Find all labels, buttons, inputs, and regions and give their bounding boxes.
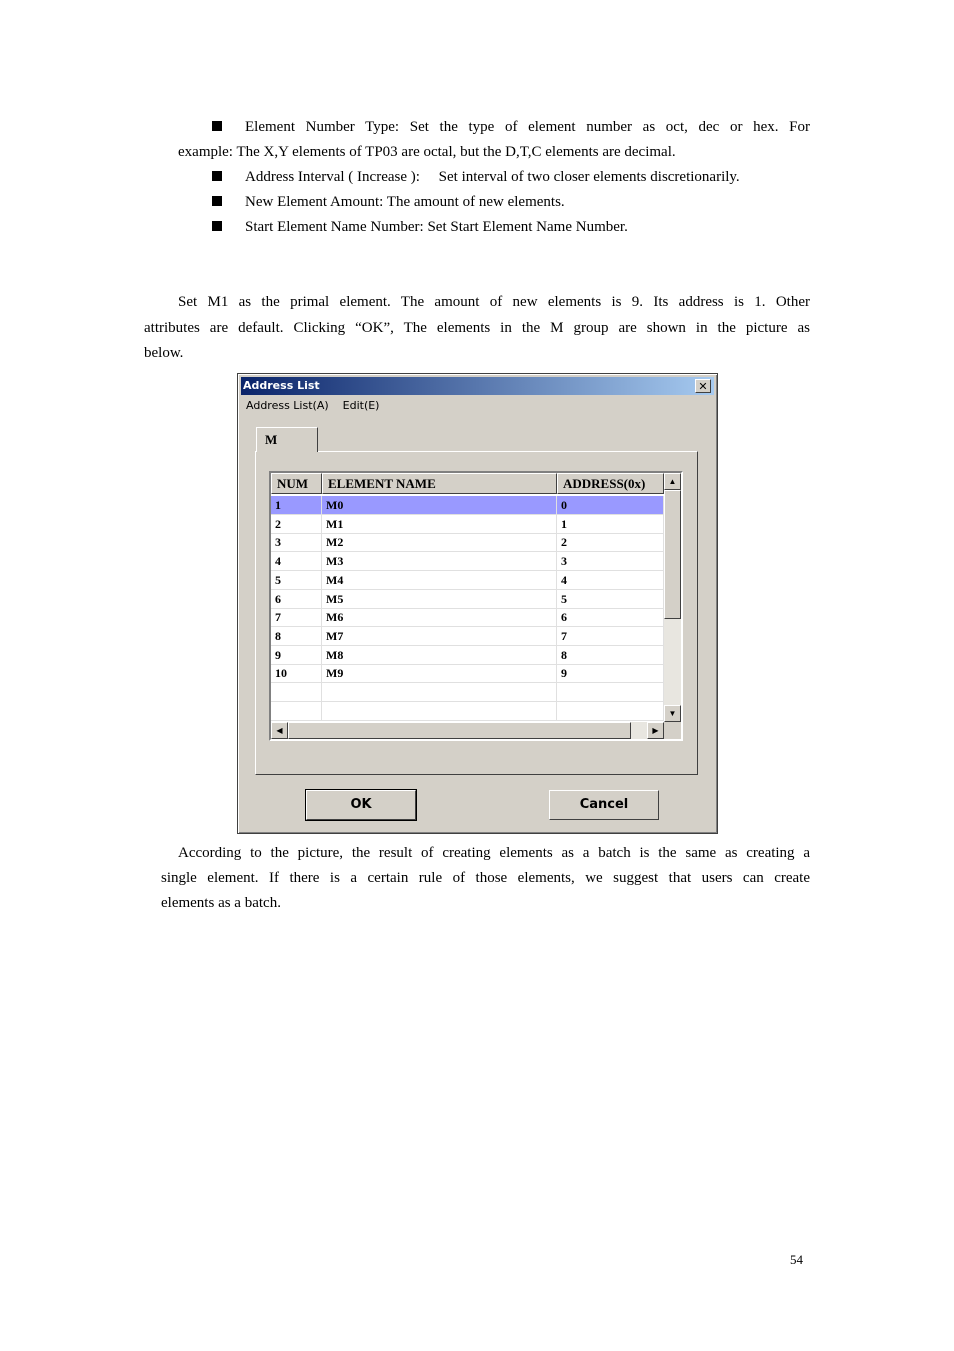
column-header-element-name[interactable]: ELEMENT NAME [322,473,557,494]
bullet-start-element-name: Start Element Name Number: Set Start Element Name Number. [212,215,810,240]
cell-element-name: M2 [322,533,557,551]
dialog-titlebar[interactable] [241,377,714,395]
cell-element-name [322,683,557,701]
cell-address: 8 [557,646,664,664]
table-row[interactable] [271,664,664,683]
cell-element-name: M7 [322,627,557,645]
bullet-new-element-amount: New Element Amount: The amount of new elements. [212,190,810,215]
bullet-square-icon [212,121,222,131]
table-row[interactable] [271,683,664,702]
scroll-right-icon[interactable]: ▶ [647,722,664,739]
horizontal-scroll-thumb[interactable] [288,722,631,739]
cell-address: 2 [557,533,664,551]
cell-address: 4 [557,571,664,589]
bullet-address-interval: Address Interval ( Increase ): Set interval of two closer elements discretionarily. [212,165,810,190]
bullet-square-icon [212,196,222,206]
cell-element-name: M8 [322,646,557,664]
column-header-address[interactable]: ADDRESS(0x) [557,473,664,494]
cell-element-name: M9 [322,664,557,682]
paragraph-1-line-3: below. [144,345,184,361]
scroll-corner [664,722,681,739]
table-row[interactable] [271,571,664,590]
paragraph-2-line-1: According to the picture, the result of creating elements as a batch is the same as creating a [178,845,810,861]
table-row[interactable] [271,608,664,627]
cell-num: 9 [271,646,322,664]
paragraph-1-line-1: Set M1 as the primal element. The amount of new elements is 9. Its address is 1. Other [178,294,810,310]
cell-num: 7 [271,608,322,626]
cell-element-name: M5 [322,590,557,608]
cell-address [557,702,664,720]
cell-element-name: M4 [322,571,557,589]
table-row[interactable] [271,646,664,665]
tab-m[interactable]: M [256,427,318,452]
cancel-button[interactable]: Cancel [549,790,659,820]
ok-button[interactable]: OK [306,790,416,820]
scroll-left-icon[interactable]: ◀ [271,722,288,739]
table-row[interactable] [271,702,664,721]
table-row[interactable] [271,590,664,609]
cell-num [271,683,322,701]
cell-element-name [322,702,557,720]
scroll-up-icon[interactable]: ▲ [664,473,681,490]
vertical-scroll-thumb[interactable] [664,490,681,619]
cell-num: 8 [271,627,322,645]
cell-num: 3 [271,533,322,551]
table-row[interactable] [271,533,664,552]
scroll-down-icon[interactable]: ▼ [664,705,681,722]
menubar [241,397,388,415]
cell-num: 1 [271,496,322,514]
cell-address: 5 [557,590,664,608]
cell-element-name: M1 [322,515,557,533]
paragraph-1-line-2: attributes are default. Clicking “OK”, The elements in the M group are shown in the picture as [144,320,810,336]
cell-element-name: M3 [322,552,557,570]
menu-address-list[interactable]: Address List(A) [246,399,329,412]
table-row[interactable] [271,515,664,534]
horizontal-scrollbar[interactable] [271,722,664,739]
cell-num: 2 [271,515,322,533]
cell-num: 6 [271,590,322,608]
dialog-title: Address List [243,379,320,392]
paragraph-2-line-3: elements as a batch. [161,895,281,911]
vertical-scrollbar[interactable] [664,473,681,722]
cell-address: 7 [557,627,664,645]
page-number: 54 [790,1252,803,1267]
menu-edit[interactable]: Edit(E) [342,399,380,412]
cell-element-name: M6 [322,608,557,626]
cell-num: 10 [271,664,322,682]
table-row[interactable] [271,552,664,571]
cell-element-name: M0 [322,496,557,514]
cell-num: 5 [271,571,322,589]
cell-address [557,683,664,701]
cell-num [271,702,322,720]
paragraph-2-line-2: single element. If there is a certain rule of those elements, we suggest that users can create [161,870,810,886]
cell-num: 4 [271,552,322,570]
column-header-num[interactable]: NUM [271,473,322,494]
bullet-square-icon [212,171,222,181]
bullet-continuation: example: The X,Y elements of TP03 are octal, but the D,T,C elements are decimal. [178,144,676,160]
cell-address: 6 [557,608,664,626]
cell-address: 0 [557,496,664,514]
bullet-element-number-type: Element Number Type: Set the type of element number as oct, dec or hex. For [212,115,810,140]
cell-address: 9 [557,664,664,682]
bullet-square-icon [212,221,222,231]
cell-address: 1 [557,515,664,533]
address-list-table [269,471,683,741]
close-icon[interactable]: ✕ [695,379,711,393]
cell-address: 3 [557,552,664,570]
table-row[interactable] [271,496,664,515]
table-row[interactable] [271,627,664,646]
